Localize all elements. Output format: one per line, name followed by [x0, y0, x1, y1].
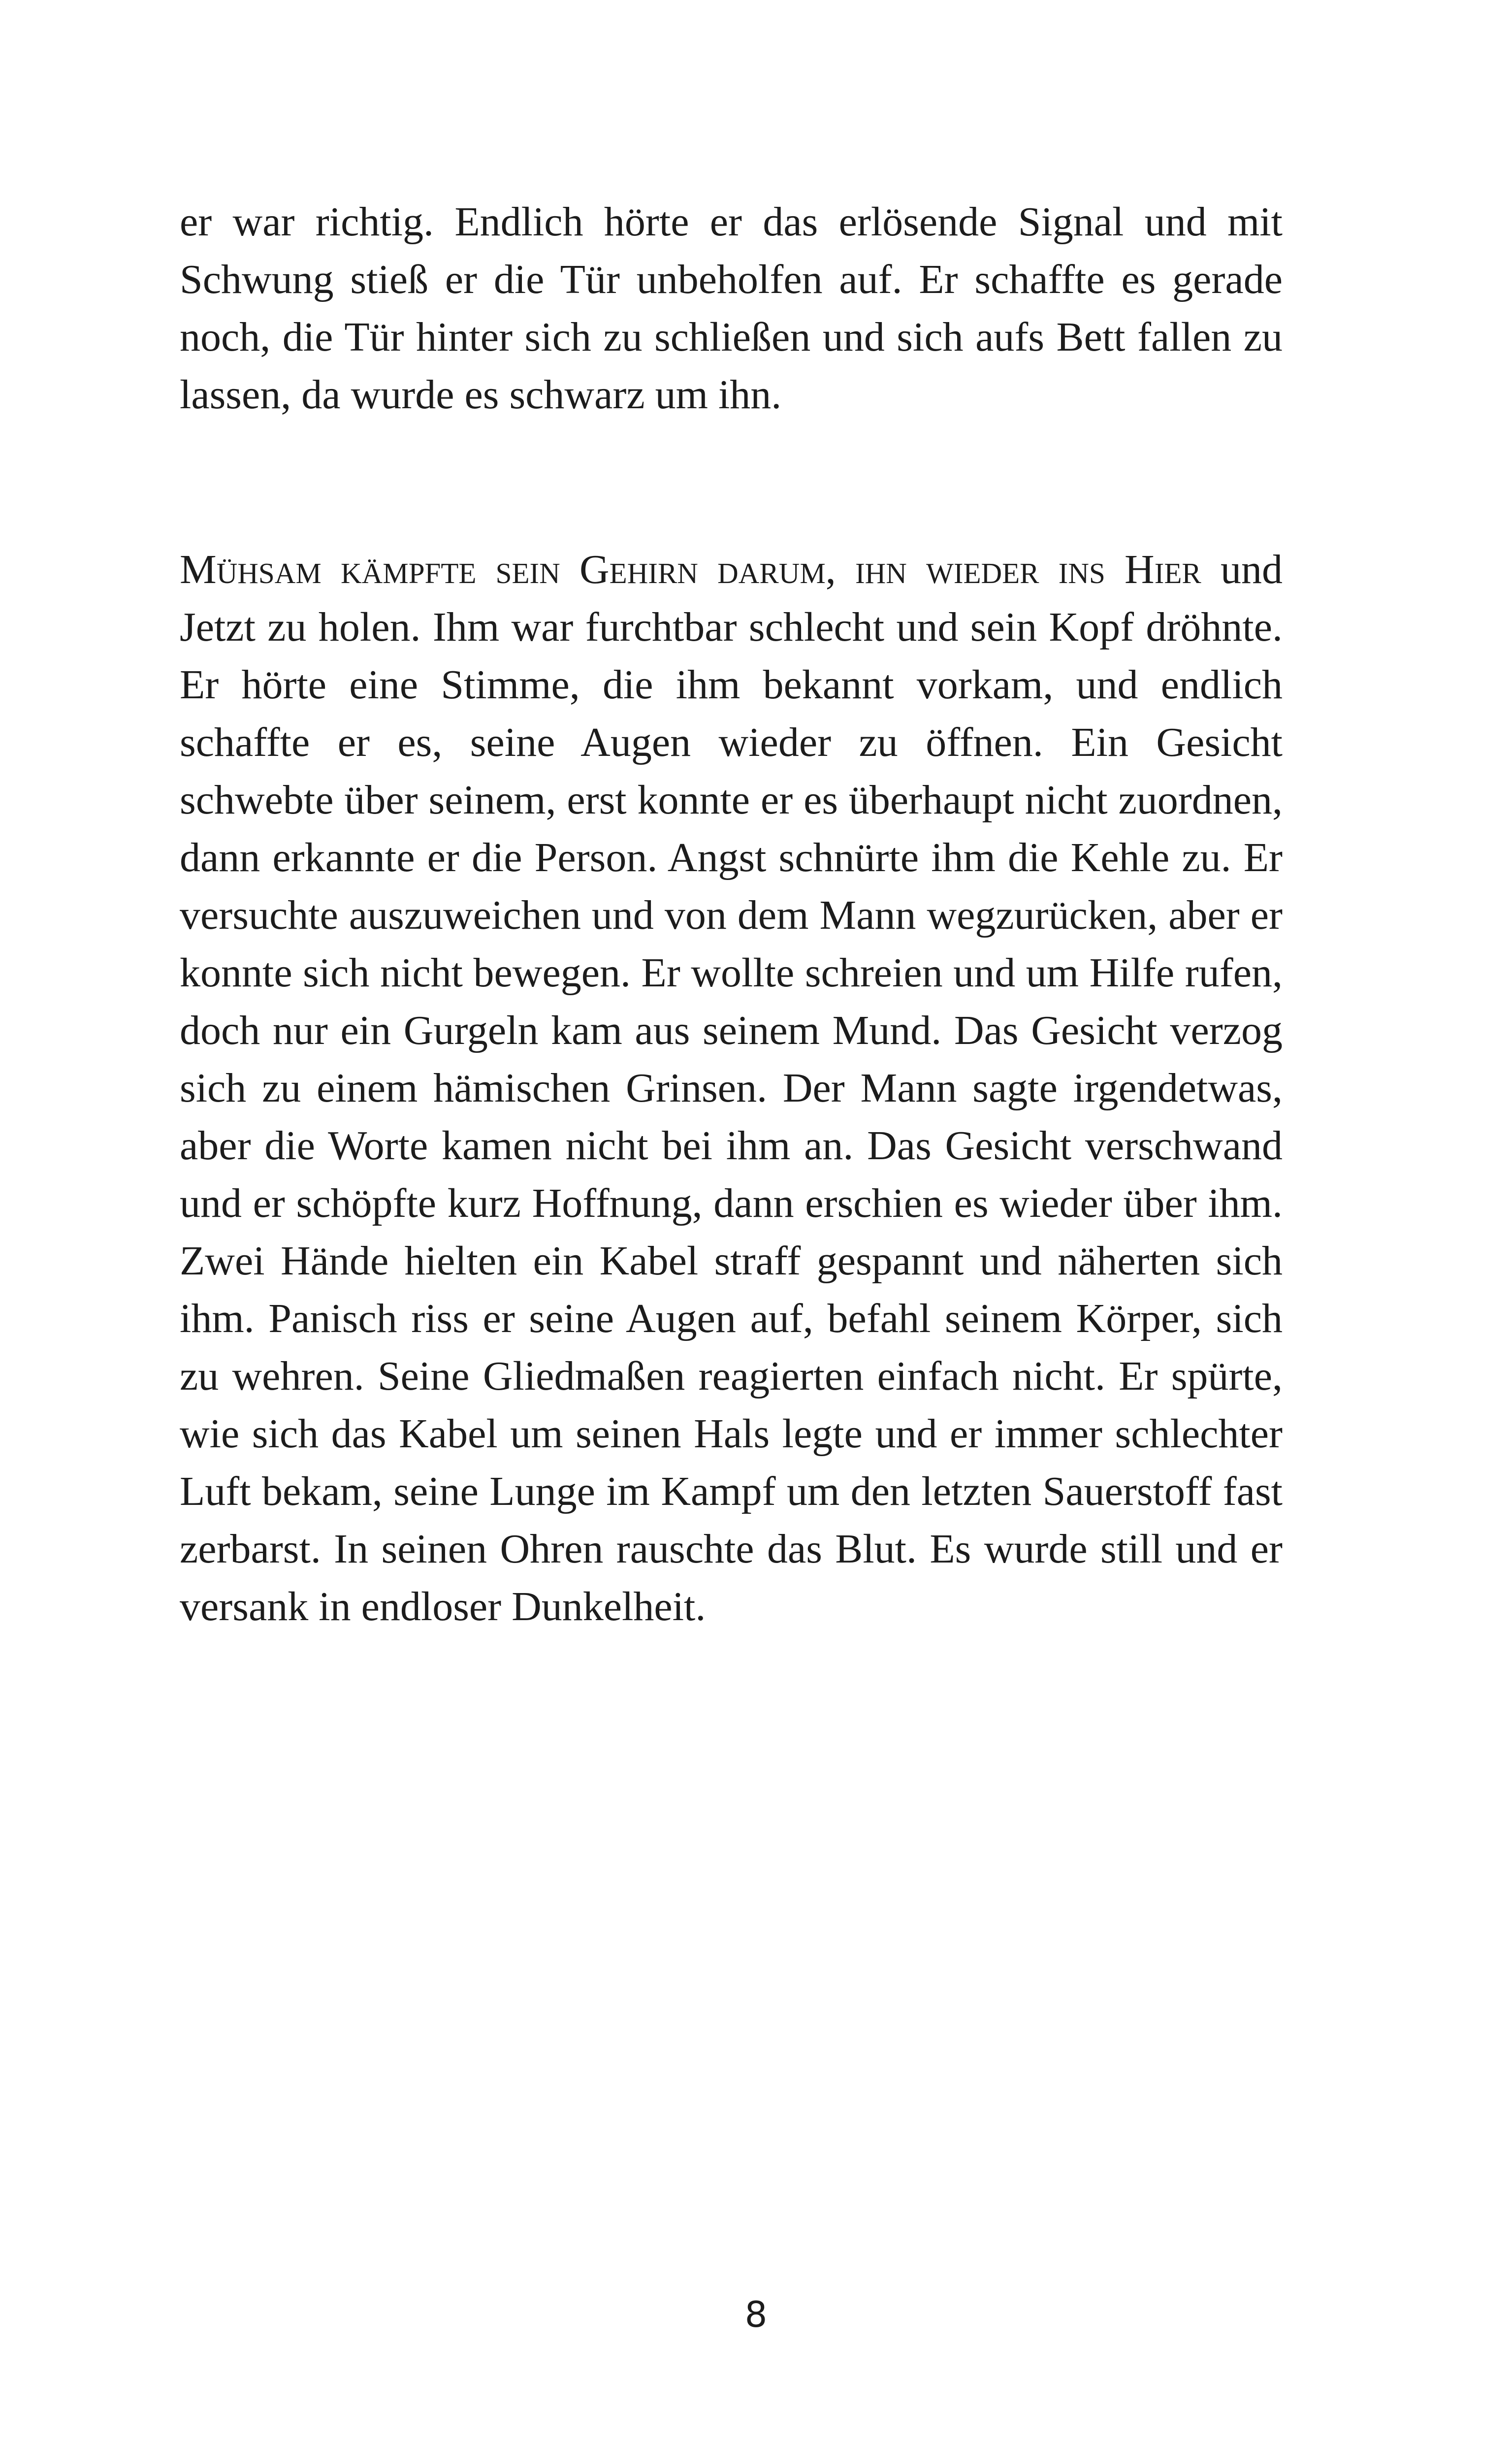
paragraph-1 [180, 193, 1283, 423]
paragraph-2-body: und Jetzt zu holen. Ihm war furchtbar schlecht und sein Kopf dröhnte. Er hörte eine Stimme, die ihm bekannt vorkam, und endlich schaffte er es, seine Augen wieder zu öffnen. Ein Gesicht schwebte über seinem, erst konnte er es überhaupt nicht zuordnen, dann erkannte er die Person. Angst schnürte ihm die Kehle zu. Er versuchte auszuweichen und von dem Mann wegzurücken, aber er konnte sich nicht bewegen. Er wollte schreien und um Hilfe rufen, doch nur ein Gurgeln kam aus seinem Mund. Das Gesicht verzog sich zu einem hämischen Grinsen. Der Mann sagte irgendetwas, aber die Worte kamen nicht bei ihm an. Das Gesicht verschwand und er schöpfte kurz Hoffnung, dann erschien es wieder über ihm. Zwei Hände hielten ein Kabel straff gespannt und näherten sich ihm. Panisch riss er seine Augen auf, befahl seinem Körper, sich zu wehren. Seine Gliedmaßen reagierten einfach nicht. Er spürte, wie sich das Kabel um seinen Hals legte und er immer schlechter Luft bekam, seine Lunge im Kampf um den letzten Sauerstoff fast zerbarst. In seinen Ohren rauschte das Blut. Es wurde still und er versank in endloser Dunkelheit. [180, 547, 1283, 1629]
paragraph-2-lead-smallcaps: Mühsam kämpfte sein Gehirn darum, ihn wieder ins Hier [180, 547, 1201, 592]
paragraph-2-text [180, 541, 1283, 1635]
paragraph-2 [180, 541, 1283, 1635]
page-number: 8 [744, 2294, 768, 2335]
paragraph-1-text: er war richtig. Endlich hörte er das erlösende Signal und mit Schwung stieß er die Tür unbeholfen auf. Er schaffte es gerade noch, die Tür hinter sich zu schließen und sich aufs Bett fallen zu lassen, da wurde es schwarz um ihn. [180, 199, 1283, 418]
